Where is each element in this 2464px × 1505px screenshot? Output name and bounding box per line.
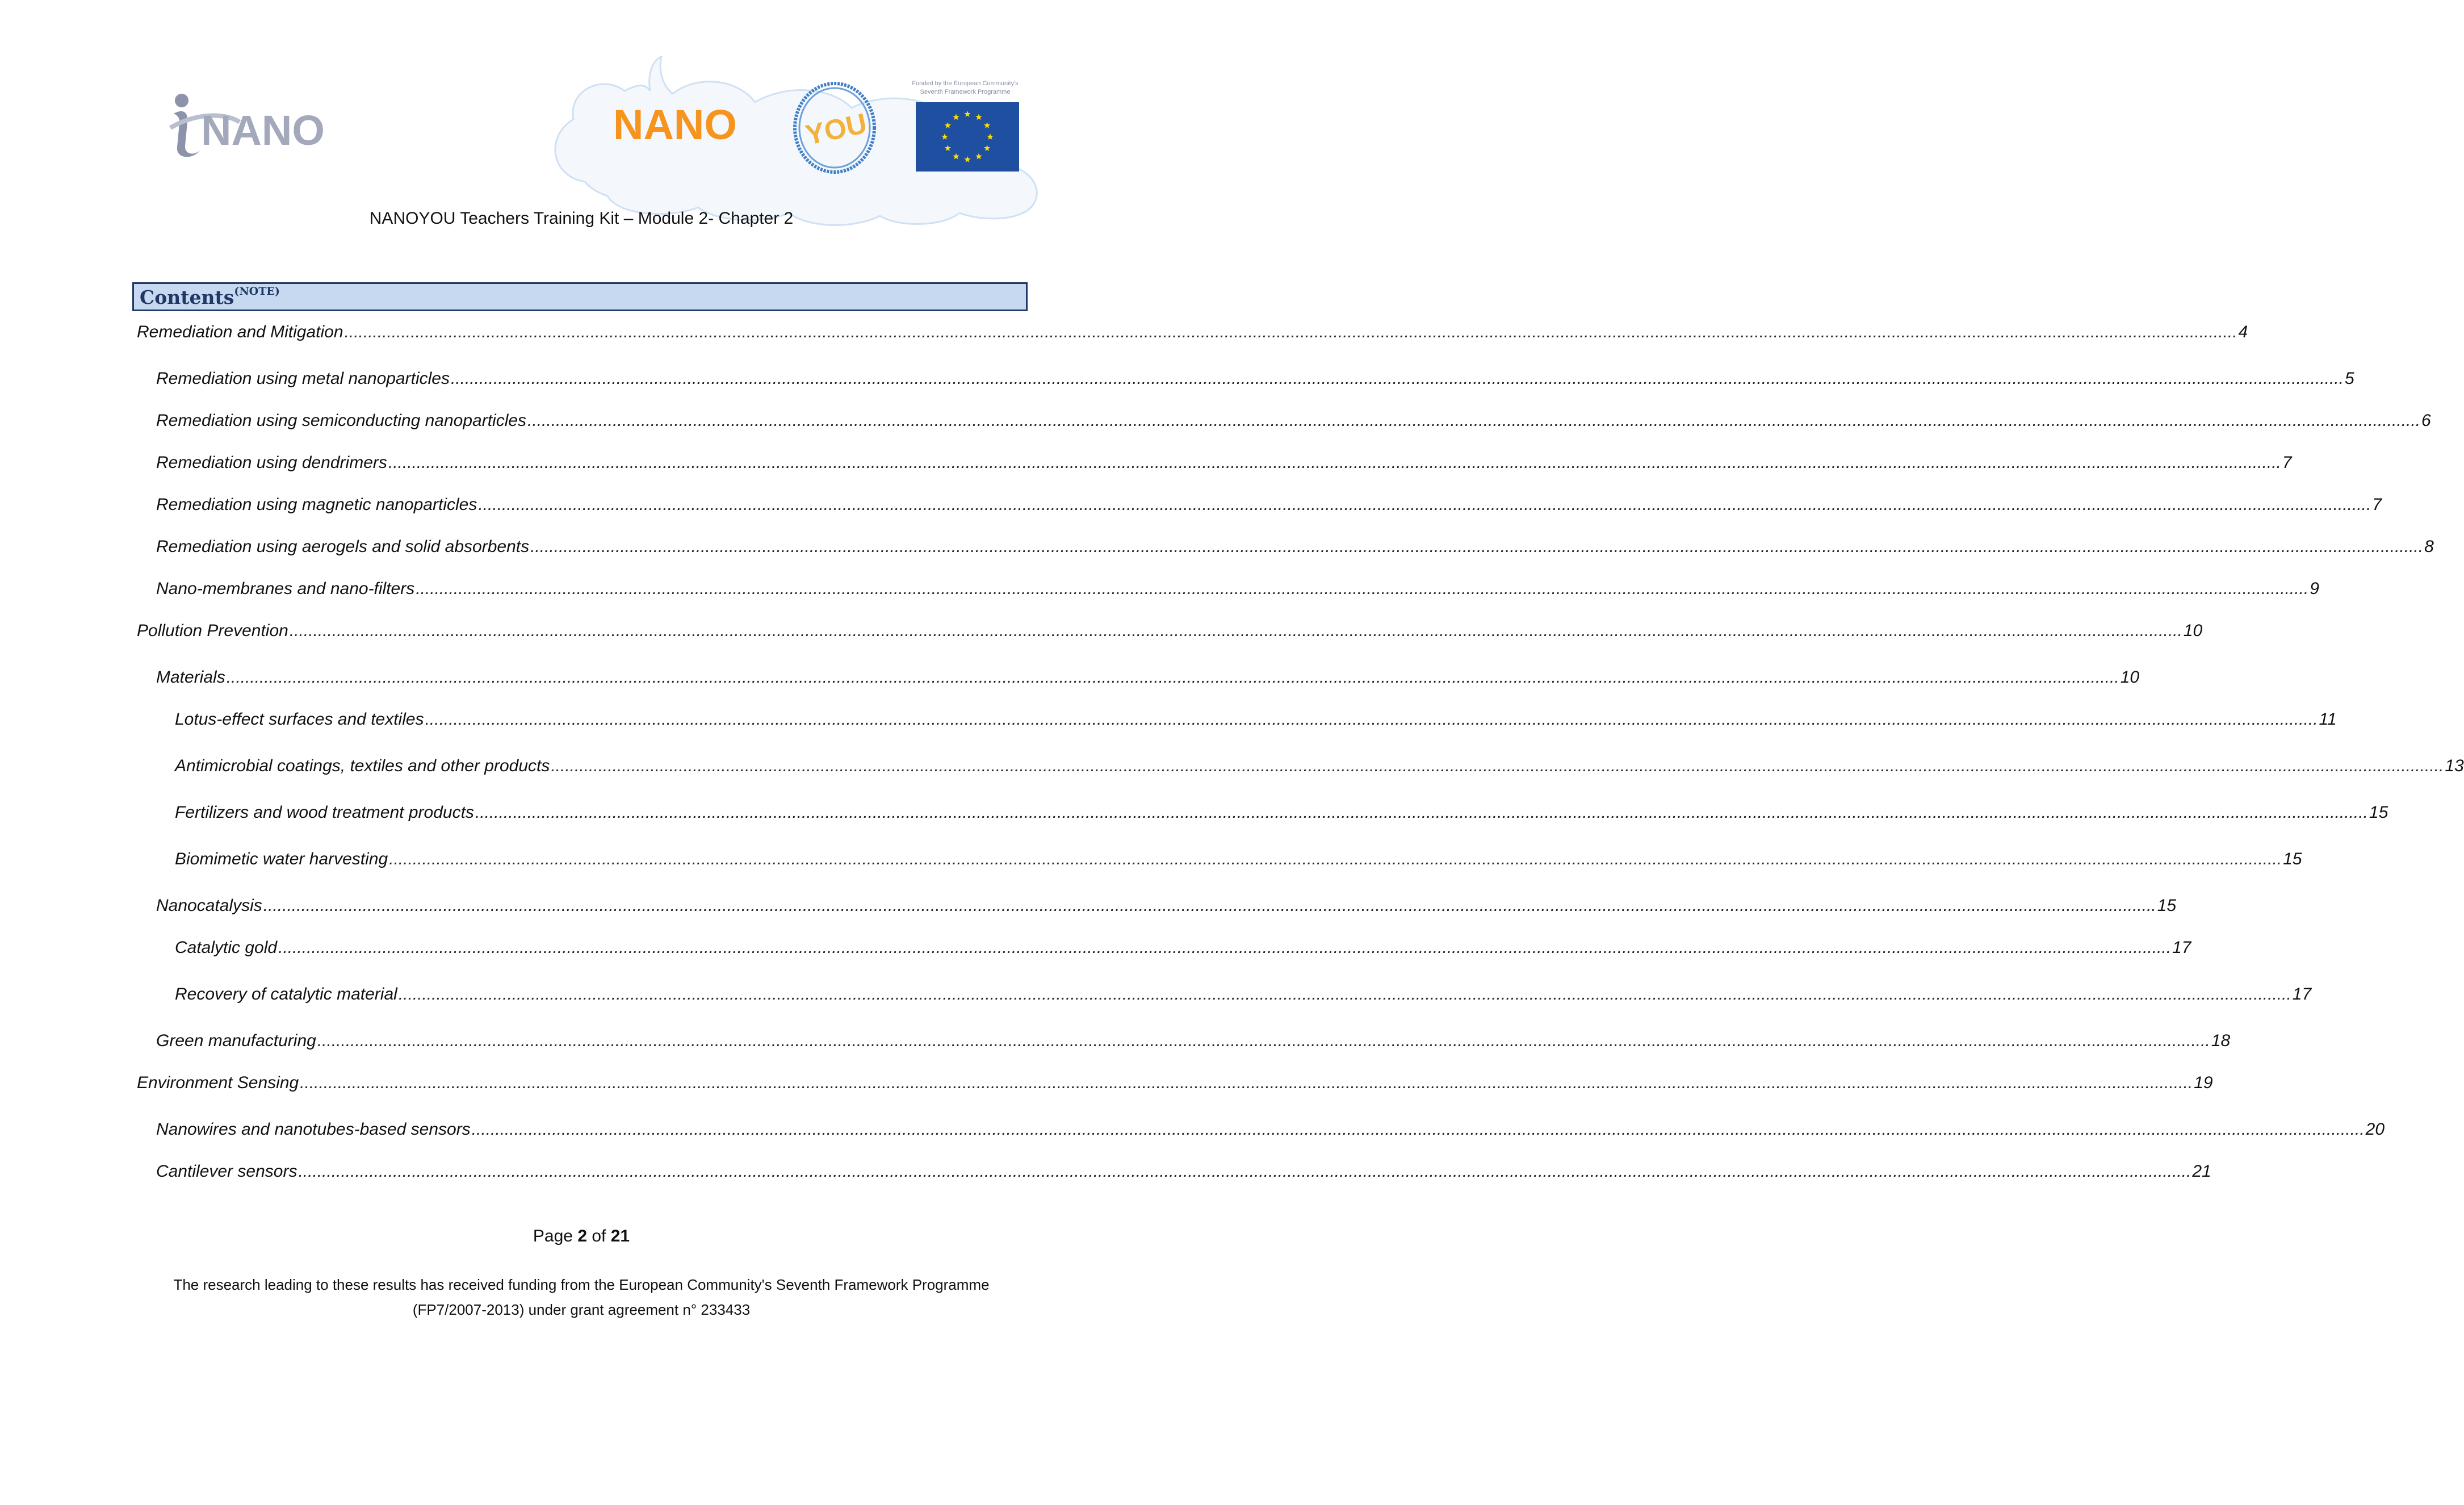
contents-heading-note: (NOTE) <box>234 285 280 298</box>
toc-entry-title: Remediation and Mitigation <box>137 323 343 341</box>
toc-entry-title: Biomimetic water harvesting <box>175 850 388 868</box>
toc-leader-dots: ................................................................................................................................................................................................................................................................................................................................................................................................................ <box>278 938 2172 957</box>
toc-entry-page: 11 <box>2319 710 2337 729</box>
toc-leader-dots: ................................................................................................................................................................................................................................................................................................................................................................................................................ <box>551 756 2444 775</box>
funding-acknowledgement <box>114 1272 1049 1322</box>
toc-leader-dots: ................................................................................................................................................................................................................................................................................................................................................................................................................ <box>530 537 2424 556</box>
page-number <box>0 1227 1163 1246</box>
toc-leader-dots: ................................................................................................................................................................................................................................................................................................................................................................................................................ <box>300 1073 2193 1092</box>
toc-entry-page: 17 <box>2292 985 2312 1004</box>
contents-heading-text: Contents <box>140 286 234 308</box>
toc-entry-page: 18 <box>2211 1031 2231 1050</box>
toc-entry[interactable] <box>137 1072 2213 1094</box>
toc-leader-dots: ................................................................................................................................................................................................................................................................................................................................................................................................................ <box>450 369 2344 388</box>
toc-entry[interactable] <box>156 1118 2385 1141</box>
toc-leader-dots: ................................................................................................................................................................................................................................................................................................................................................................................................................ <box>527 411 2421 430</box>
toc-entry[interactable] <box>156 367 2354 390</box>
toc-leader-dots: ................................................................................................................................................................................................................................................................................................................................................................................................................ <box>317 1031 2210 1050</box>
page-current: 2 <box>577 1227 587 1245</box>
toc-entry-title: Nanowires and nanotubes-based sensors <box>156 1120 471 1139</box>
toc-leader-dots: ................................................................................................................................................................................................................................................................................................................................................................................................................ <box>226 668 2119 687</box>
toc-entry[interactable] <box>156 894 2177 917</box>
toc-leader-dots: ................................................................................................................................................................................................................................................................................................................................................................................................................ <box>344 323 2237 341</box>
toc-entry-title: Catalytic gold <box>175 938 278 957</box>
toc-entry[interactable] <box>137 620 2203 642</box>
toc-entry-page: 21 <box>2192 1162 2211 1181</box>
funding-line2: (FP7/2007-2013) under grant agreement n° 233433 <box>412 1301 751 1318</box>
toc-entry[interactable] <box>175 983 2312 1006</box>
toc-entry-title: Remediation using magnetic nanoparticles <box>156 495 477 514</box>
toc-entry-page: 9 <box>2310 579 2319 598</box>
toc-entry-title: Environment Sensing <box>137 1073 299 1092</box>
toc-entry-page: 8 <box>2424 537 2434 556</box>
toc-entry[interactable] <box>175 708 2337 731</box>
toc-entry[interactable] <box>175 755 2464 777</box>
toc-entry-title: Cantilever sensors <box>156 1162 297 1181</box>
nanoyou-logo-you: YOU <box>802 107 870 152</box>
toc-entry[interactable] <box>156 666 2140 689</box>
toc-leader-dots: ................................................................................................................................................................................................................................................................................................................................................................................................................ <box>478 495 2371 514</box>
toc-entry[interactable] <box>175 937 2191 959</box>
page-prefix: Page <box>533 1227 578 1245</box>
toc-entry-page: 7 <box>2282 453 2292 472</box>
toc-entry[interactable] <box>156 409 2431 432</box>
toc-leader-dots: ................................................................................................................................................................................................................................................................................................................................................................................................................ <box>388 453 2281 472</box>
toc-entry-page: 15 <box>2369 803 2388 822</box>
nanoyou-logo-text: NANO <box>613 101 737 148</box>
toc-entry[interactable] <box>137 321 2248 344</box>
toc-entry-title: Remediation using metal nanoparticles <box>156 369 450 388</box>
page-total: 21 <box>610 1227 630 1245</box>
toc-entry-page: 19 <box>2194 1073 2213 1092</box>
toc-entry-title: Nano-membranes and nano-filters <box>156 579 415 598</box>
toc-entry-title: Remediation using dendrimers <box>156 453 387 472</box>
toc-leader-dots: ................................................................................................................................................................................................................................................................................................................................................................................................................ <box>389 850 2282 868</box>
funding-line1: The research leading to these results has received funding from the European Community's Seventh Framework Programme <box>173 1276 990 1293</box>
toc-entry-page: 15 <box>2157 896 2177 915</box>
toc-entry-title: Materials <box>156 668 225 687</box>
toc-entry[interactable] <box>175 801 2388 824</box>
toc-entry-title: Fertilizers and wood treatment products <box>175 803 474 822</box>
toc-entry-title: Antimicrobial coatings, textiles and other products <box>175 756 550 775</box>
toc-entry-page: 10 <box>2120 668 2140 687</box>
eu-funding-line2: Seventh Framework Programme <box>920 89 1011 95</box>
toc-entry-title: Nanocatalysis <box>156 896 262 915</box>
toc-leader-dots: ................................................................................................................................................................................................................................................................................................................................................................................................................ <box>398 985 2291 1004</box>
toc-entry-page: 17 <box>2172 938 2191 957</box>
toc-entry-title: Remediation using semiconducting nanoparticles <box>156 411 527 430</box>
toc-entry[interactable] <box>156 578 2319 600</box>
toc-entry-title: Green manufacturing <box>156 1031 316 1050</box>
toc-leader-dots: ................................................................................................................................................................................................................................................................................................................................................................................................................ <box>263 896 2156 915</box>
toc-leader-dots: ................................................................................................................................................................................................................................................................................................................................................................................................................ <box>475 803 2368 822</box>
toc-entry-page: 7 <box>2372 495 2382 514</box>
eu-funding-line1: Funded by the European Community's <box>912 80 1019 87</box>
toc-entry[interactable] <box>156 1160 2211 1183</box>
toc-entry[interactable] <box>156 494 2382 516</box>
toc-entry-page: 4 <box>2238 323 2248 341</box>
toc-entry-page: 5 <box>2344 369 2354 388</box>
toc-entry-title: Remediation using aerogels and solid absorbents <box>156 537 530 556</box>
toc-leader-dots: ................................................................................................................................................................................................................................................................................................................................................................................................................ <box>416 579 2309 598</box>
document-title: NANOYOU Teachers Training Kit – Module 2- Chapter 2 <box>369 209 794 228</box>
inano-logo-text: NANO <box>201 107 325 154</box>
toc-entry-page: 20 <box>2365 1120 2385 1139</box>
toc-leader-dots: ................................................................................................................................................................................................................................................................................................................................................................................................................ <box>298 1162 2191 1181</box>
toc-entry-title: Recovery of catalytic material <box>175 985 397 1004</box>
toc-entry-page: 6 <box>2421 411 2431 430</box>
toc-leader-dots: ................................................................................................................................................................................................................................................................................................................................................................................................................ <box>425 710 2318 729</box>
toc-entry-page: 13 <box>2445 756 2464 775</box>
toc-entry-page: 10 <box>2183 621 2203 640</box>
toc-entry[interactable] <box>175 848 2302 871</box>
toc-entry[interactable] <box>156 1030 2231 1052</box>
page-of: of <box>587 1227 611 1245</box>
toc-entry-title: Pollution Prevention <box>137 621 288 640</box>
toc-entry[interactable] <box>156 536 2434 558</box>
toc-entry[interactable] <box>156 452 2292 474</box>
toc-entry-title: Lotus-effect surfaces and textiles <box>175 710 424 729</box>
toc-leader-dots: ................................................................................................................................................................................................................................................................................................................................................................................................................ <box>471 1120 2365 1139</box>
toc-leader-dots: ................................................................................................................................................................................................................................................................................................................................................................................................................ <box>289 621 2182 640</box>
toc-entry-page: 15 <box>2283 850 2302 868</box>
